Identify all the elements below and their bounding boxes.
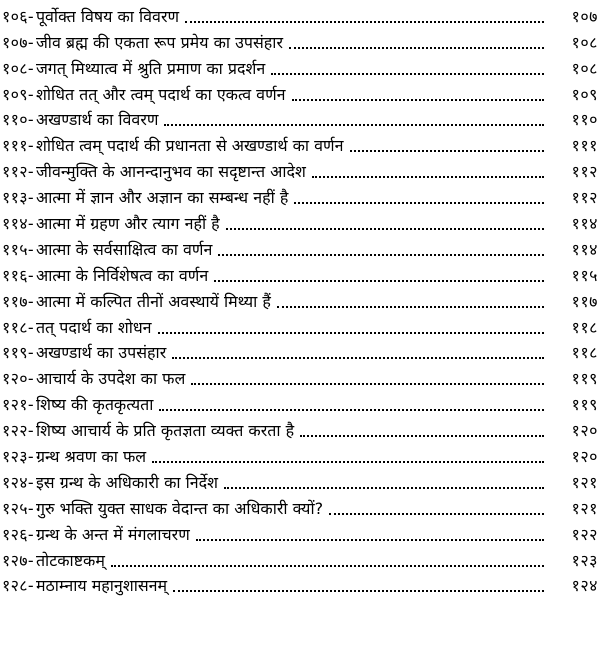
entry-page-number: ११२ <box>571 188 598 208</box>
entry-page-number: १२३ <box>571 550 598 570</box>
entry-title: शिष्य की कृतकृत्यता <box>35 395 154 415</box>
entry-title: आत्मा में ग्रहण और त्याग नहीं है <box>35 214 220 234</box>
entry-page-number: १२१ <box>571 472 598 492</box>
dot-leader <box>312 175 544 178</box>
dot-leader <box>152 460 544 463</box>
entry-number: १२१- <box>2 395 34 415</box>
entry-title: शोधित त्वम् पदार्थ की प्रधानता से अखण्डार्थ का वर्णन <box>35 136 344 156</box>
entry-number: १२०- <box>2 369 34 389</box>
dot-leader <box>329 512 544 515</box>
entry-page-number: १०७ <box>571 6 598 26</box>
toc-entry <box>2 235 598 261</box>
entry-number: ११७- <box>2 291 34 311</box>
entry-number: १२५- <box>2 498 34 518</box>
toc-entry <box>2 261 598 287</box>
entry-page-number: ११४ <box>571 239 598 259</box>
toc-entry <box>2 80 598 106</box>
entry-title: शोधित तत् और त्वम् पदार्थ का एकत्व वर्णन <box>35 84 286 104</box>
entry-title: आत्मा में ज्ञान और अज्ञान का सम्बन्ध नहीं है <box>35 188 289 208</box>
entry-page-number: ११८ <box>571 343 598 363</box>
entry-page-number: १११ <box>571 136 598 156</box>
dot-leader <box>292 98 544 101</box>
entry-number: १२२- <box>2 421 34 441</box>
entry-page-number: ११५ <box>571 265 598 285</box>
dot-leader <box>191 382 544 385</box>
dot-leader <box>271 72 544 75</box>
entry-number: ११२- <box>2 162 34 182</box>
entry-number: ११४- <box>2 214 34 234</box>
entry-number: १२६- <box>2 524 34 544</box>
entry-number: १०७- <box>2 32 34 52</box>
toc-entry <box>2 468 598 494</box>
dot-leader <box>294 201 544 204</box>
entry-page-number: ११८ <box>571 317 598 337</box>
entry-title: आचार्य के उपदेश का फल <box>35 369 186 389</box>
dot-leader <box>218 253 544 256</box>
entry-number: ११३- <box>2 188 34 208</box>
entry-page-number: १०९ <box>571 84 598 104</box>
dot-leader <box>214 279 544 282</box>
entry-page-number: १०८ <box>571 32 598 52</box>
entry-page-number: ११४ <box>571 214 598 234</box>
entry-number: १०६- <box>2 6 34 26</box>
dot-leader <box>289 46 544 49</box>
entry-page-number: ११७ <box>571 291 598 311</box>
entry-title: आत्मा में कल्पित तीनों अवस्थायें मिथ्या हैं <box>35 291 271 311</box>
toc-entry <box>2 131 598 157</box>
entry-title: ग्रन्थ श्रवण का फल <box>35 447 147 467</box>
toc-entry <box>2 287 598 313</box>
toc-entry <box>2 209 598 235</box>
entry-page-number: ११९ <box>571 395 598 415</box>
entry-number: १२४- <box>2 472 34 492</box>
dot-leader <box>164 123 544 126</box>
entry-title: जगत् मिथ्यात्व में श्रुति प्रमाण का प्रदर्शन <box>35 58 266 78</box>
entry-title: मठाम्नाय महानुशासनम् <box>35 576 168 596</box>
entry-number: १२३- <box>2 447 34 467</box>
entry-number: १०९- <box>2 84 34 104</box>
dot-leader <box>173 589 544 592</box>
toc-entry <box>2 494 598 520</box>
entry-page-number: ११९ <box>571 369 598 389</box>
dot-leader <box>226 227 544 230</box>
dot-leader <box>185 20 544 23</box>
toc-entry <box>2 442 598 468</box>
entry-title: तोटकाष्टकम् <box>35 550 105 570</box>
entry-title: अखण्डार्थ का विवरण <box>35 110 159 130</box>
dot-leader <box>172 356 544 359</box>
entry-title: जीव ब्रह्म की एकता रूप प्रमेय का उपसंहार <box>35 32 283 52</box>
dot-leader <box>159 408 544 411</box>
toc-entry <box>2 390 598 416</box>
toc-entry <box>2 183 598 209</box>
entry-page-number: १२० <box>571 447 598 467</box>
entry-title: जीवन्मुक्ति के आनन्दानुभव का सदृष्टान्त आदेश <box>35 162 306 182</box>
entry-number: १२७- <box>2 550 34 570</box>
entry-page-number: ११० <box>571 110 598 130</box>
toc-entry <box>2 313 598 339</box>
entry-title: आत्मा के निर्विशेषत्व का वर्णन <box>35 265 209 285</box>
toc-entry <box>2 106 598 132</box>
entry-number: १०८- <box>2 58 34 78</box>
entry-number: १२८- <box>2 576 34 596</box>
entry-number: १११- <box>2 136 34 156</box>
entry-title: गुरु भक्ति युक्त साधक वेदान्त का अधिकारी क्यों? <box>35 498 324 518</box>
entry-page-number: १२१ <box>571 498 598 518</box>
entry-number: ११०- <box>2 110 34 130</box>
entry-title: ग्रन्थ के अन्त में मंगलाचरण <box>35 524 190 544</box>
toc-entry <box>2 546 598 572</box>
dot-leader <box>300 434 544 437</box>
toc-entry <box>2 2 598 28</box>
entry-title: शिष्य आचार्य के प्रति कृतज्ञता व्यक्त करता है <box>35 421 295 441</box>
dot-leader <box>350 149 544 152</box>
entry-number: ११५- <box>2 239 34 259</box>
toc-entry <box>2 28 598 54</box>
dot-leader <box>277 305 544 308</box>
toc-entry <box>2 416 598 442</box>
toc-entry <box>2 54 598 80</box>
dot-leader <box>224 486 544 489</box>
dot-leader <box>158 331 544 334</box>
entry-page-number: ११२ <box>571 162 598 182</box>
entry-title: पूर्वोक्त विषय का विवरण <box>35 6 180 26</box>
table-of-contents <box>2 2 598 597</box>
entry-page-number: १२२ <box>571 524 598 544</box>
entry-number: ११८- <box>2 317 34 337</box>
toc-entry <box>2 572 598 598</box>
entry-title: इस ग्रन्थ के अधिकारी का निर्देश <box>35 472 219 492</box>
toc-entry <box>2 339 598 365</box>
toc-entry <box>2 157 598 183</box>
toc-entry <box>2 520 598 546</box>
toc-entry <box>2 364 598 390</box>
entry-page-number: १२० <box>571 421 598 441</box>
entry-title: तत् पदार्थ का शोधन <box>35 317 152 337</box>
entry-page-number: १०८ <box>571 58 598 78</box>
entry-number: ११९- <box>2 343 34 363</box>
entry-title: अखण्डार्थ का उपसंहार <box>35 343 167 363</box>
dot-leader <box>111 564 544 567</box>
dot-leader <box>196 538 544 541</box>
entry-page-number: १२४ <box>571 576 598 596</box>
entry-number: ११६- <box>2 265 34 285</box>
entry-title: आत्मा के सर्वसाक्षित्व का वर्णन <box>35 239 213 259</box>
